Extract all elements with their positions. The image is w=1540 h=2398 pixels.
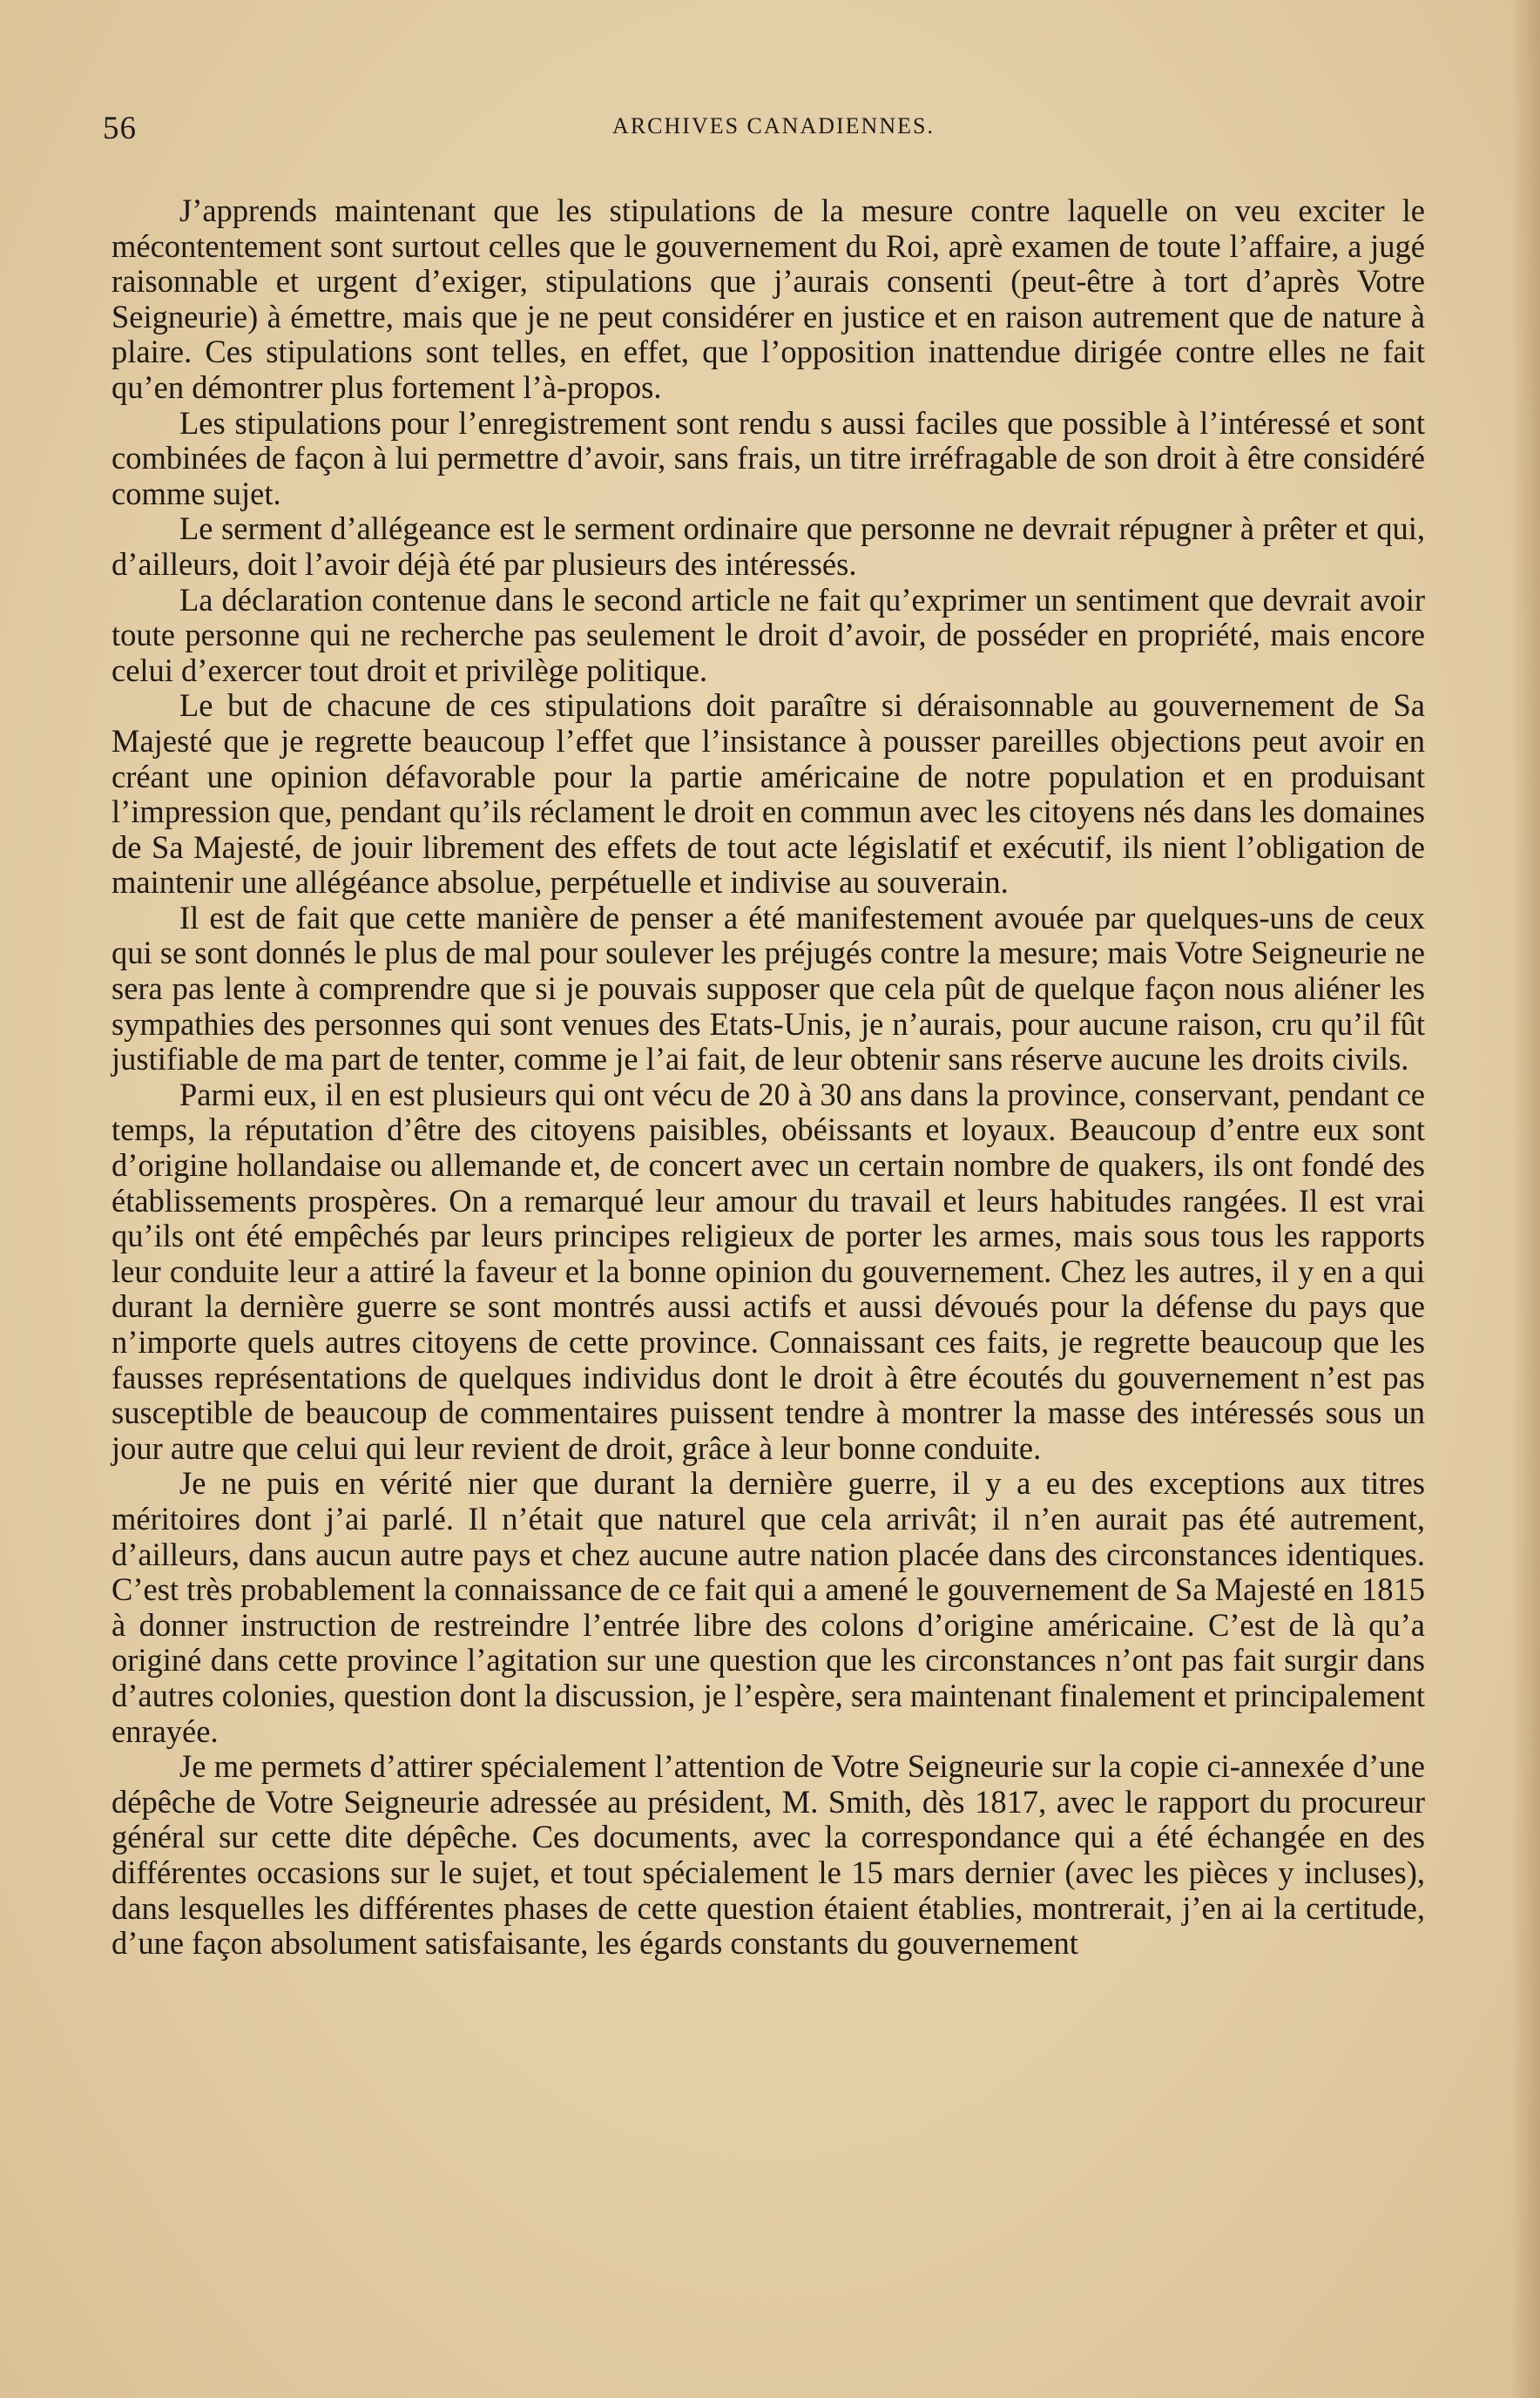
paragraph-5: Le but de chacune de ces stipulations doit paraître si déraisonnable au gouvernement de Sa Majesté que je regrette beaucoup l’effet que l’insistance à pousser pareilles objections peut avoir en créant une opinion défavorable pour la partie américaine de notre population et en produisant l’impression que, pendant qu’ils réclament le droit en commun avec les citoyens nés dans les domaines de Sa Majesté, de jouir librement des effets de tout acte législatif et exécutif, ils nient l’obligation de maintenir une allégéance absolue, perpétuelle et indivise au souverain. — [111, 687, 1425, 901]
paragraph-3: Le serment d’allégeance est le serment ordinaire que personne ne devrait répugner à prêter et qui, d’ailleurs, doit l’avoir déjà été par plusieurs des intéressés. — [111, 510, 1425, 582]
page-number: 56 — [103, 111, 137, 146]
paragraph-9: Je me permets d’attirer spécialement l’attention de Votre Seigneurie sur la copie ci-annexée d’une dépêche de Votre Seigneurie adressée au président, M. Smith, dès 1817, avec le rapport du procureur général sur cette dite dépêche. Ces documents, avec la correspondance qui a été échangée en des différentes occasions sur le sujet, et tout spécialement le 15 mars dernier (avec les pièces y incluses), dans lesquelles les différentes phases de cette question étaient établies, montrerait, j’en ai la certitude, d’une façon absolument satisfaisante, les égards constants du gouvernement — [111, 1748, 1425, 1962]
paragraph-8: Je ne puis en vérité nier que durant la dernière guerre, il y a eu des exceptions aux titres méritoires dont j’ai parlé. Il n’était que naturel que cela arrivât; il n’en aurait pas été autrement, d’ailleurs, dans aucun autre pays et chez aucune autre nation placée dans des circonstances identiques. C’est très probablement la connaissance de ce fait qui a amené le gouvernement de Sa Majesté en 1815 à donner instruction de restreindre l’entrée libre des colons d’origine américaine. C’est de là qu’a originé dans cette province l’agitation sur une question que les circonstances n’ont pas fait surgir dans d’autres colonies, question dont la discussion, je l’espère, sera maintenant finalement et principalement enrayée. — [111, 1465, 1425, 1749]
page-edge-shadow — [1510, 0, 1540, 2398]
body-text — [111, 193, 1425, 1962]
paragraph-6: Il est de fait que cette manière de penser a été manifestement avouée par quelques-uns de ceux qui se sont donnés le plus de mal pour soulever les préjugés contre la mesure; mais Votre Seigneurie ne sera pas lente à comprendre que si je pouvais supposer que cela pût de quelque façon nous aliéner les sympathies des personnes qui sont venues des Etats-Unis, je n’aurais, pour aucune raison, cru qu’il fût justifiable de ma part de tenter, comme je l’ai fait, de leur obtenir sans réserve aucune les droits civils. — [111, 899, 1425, 1077]
page-header — [103, 110, 1444, 148]
paragraph-1: J’apprends maintenant que les stipulations de la mesure contre laquelle on veu exciter le mécontentement sont surtout celles que le gouvernement du Roi, aprè examen de toute l’affaire, a jugé raisonnable et urgent d’exiger, stipulations que j’aurais consenti (peut-être à tort d’après Votre Seigneurie) à émettre, mais que je ne peut considérer en justice et en raison autrement que de nature à plaire. Ces stipulations sont telles, en effet, que l’opposition inattendue dirigée contre elles ne fait qu’en démontrer plus fortement l’à-propos. — [111, 193, 1425, 405]
paragraph-2: Les stipulations pour l’enregistrement sont rendu s aussi faciles que possible à l’intéressé et sont combinées de façon à lui permettre d’avoir, sans frais, un titre irréfragable de son droit à être considéré comme sujet. — [111, 404, 1425, 511]
paragraph-4: La déclaration contenue dans le second article ne fait qu’exprimer un sentiment que devrait avoir toute personne qui ne recherche pas seulement le droit d’avoir, de posséder en propriété, mais encore celui d’exercer tout droit et privilège politique. — [111, 581, 1425, 688]
paragraph-7: Parmi eux, il en est plusieurs qui ont vécu de 20 à 30 ans dans la province, conservant, pendant ce temps, la réputation d’être des citoyens paisibles, obéissants et loyaux. Beaucoup d’entre eux sont d’origine hollandaise ou allemande et, de concert avec un certain nombre de quakers, ils ont fondé des établissements prospères. On a remarqué leur amour du travail et leurs habitudes rangées. Il est vrai qu’ils ont été empêchés par leurs principes religieux de porter les armes, mais sous tous les rapports leur conduite leur a attiré la faveur et la bonne opinion du gouvernement. Chez les autres, il y en a qui durant la dernière guerre se sont montrés aussi actifs et aussi dévoués pour la défense du pays que n’importe quels autres citoyens de cette province. Connaissant ces faits, je regrette beaucoup que les fausses représentations de quelques individus dont le droit à être écoutés du gouvernement n’est pas susceptible de beaucoup de commentaires puissent tendre à montrer la masse des intéressés sous un jour autre que celui qui leur revient de droit, grâce à leur bonne conduite. — [111, 1076, 1425, 1466]
running-head: ARCHIVES CANADIENNES. — [612, 113, 935, 138]
